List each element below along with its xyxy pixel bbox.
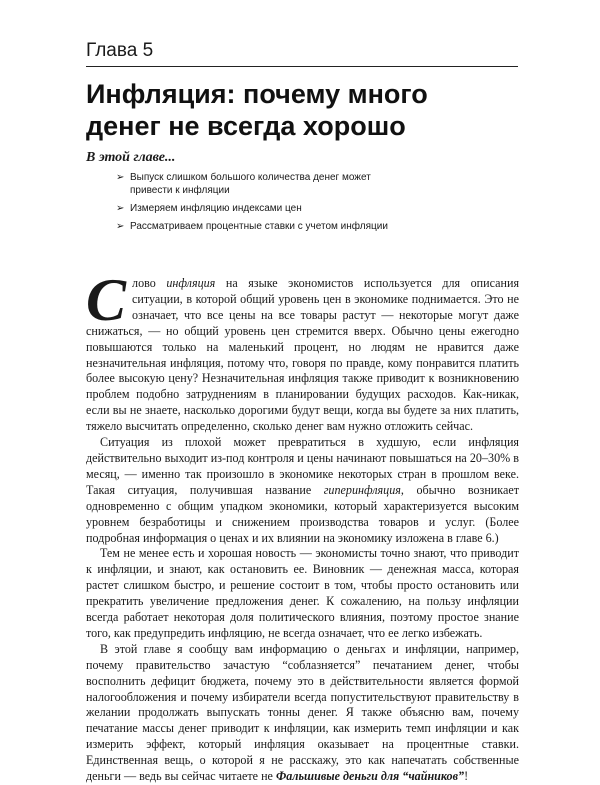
chapter-title [86,78,526,142]
paragraph [86,435,519,546]
paragraph-text: ! [464,769,469,784]
paragraph [86,642,519,785]
drop-cap: С [86,267,127,333]
arrow-bullet-icon: ➢ [116,172,125,183]
chapter-contents-list [116,171,416,238]
list-item [116,202,416,215]
book-title: Фальшивые деньги для “чайников” [275,769,465,784]
paragraph-text: лово [132,276,167,290]
paragraph-text: Ситуация из плохой может превратиться в худшую, если инфляция действительно выходит из-под контроля и цены начинают повышаться на 20–30% в месяц, — именно так произошло в экономике некоторых стран в прошлом веке. Такая ситуация, получившая название [86,435,519,497]
chapter-title-line-2: денег не всегда хорошо [86,111,406,141]
term-inflation: инфляция [166,276,216,290]
paragraph-text: В этой главе я сообщу вам информацию о деньгах и инфляции, например, почему правительство зачастую “соблазняется” печатанием денег, чтобы восполнить дефицит бюджета, почему это в действительности является формой налогообложения и почему избиратели всегда попустительствуют правительству в желании продолжать выпускать тонны денег. Я также объясню вам, почему печатание массы денег приводит к инфляции, как измерить темп инфляции и как измерить эффект, который инфляция оказывает на процентные ставки. Единственная вещь, о которой я не расскажу, это как напечатать собственные деньги — ведь вы сейчас читаете не [86,641,519,784]
list-item [116,171,416,197]
list-item-text: Выпуск слишком большого количества денег может привести к инфляции [130,172,371,196]
arrow-bullet-icon: ➢ [116,221,125,232]
paragraph-text: на языке экономистов используется для описания ситуации, в которой общий уровень цен в экономике поднимается. Это не означает, что все цены на все товары растут — некоторые могут даже снижаться, — но общий уровень цен стремится вверх. Обычно цены ежегодно повышаются только на маленький процент, но людям не нравится даже незначительная инфляция, потому что, говоря по правде, кому понравится платить более высокую цену? Незначительная инфляция также приводит к возникновению проблем подобно затруднениям в планировании будущих расходов. Как-никак, если вы не знаете, насколько дорогими будут вещи, когда вы будете за них платить, тяжело высчитать определенно, сколько денег вам нужно отложить сейчас. [86,276,520,434]
chapter-body [86,267,520,785]
chapter-divider [86,66,518,67]
list-item-text: Рассматриваем процентные ставки с учетом инфляции [130,221,388,232]
list-item-text: Измеряем инфляцию индексами цен [130,203,302,214]
paragraph: Тем не менее есть и хорошая новость — экономисты точно знают, что приводит к инфляции, и знают, как остановить ее. Виновник — денежная масса, которая растет слишком быстро, и решение состоит в том, чтобы просто остановить или прекратить увеличение предложения денег. К сожалению, на пользу инфляции всегда работает некоторая доля политического влияния, поэтому простое знание того, как предупредить инфляцию, не всегда означает, что ее легко избежать. [86,546,519,640]
list-item [116,220,416,233]
arrow-bullet-icon: ➢ [116,203,125,214]
chapter-number: Глава 5 [86,40,154,61]
chapter-title-line-1: Инфляция: почему много [86,79,428,109]
paragraph [86,267,520,435]
term-hyperinflation: гиперинфляция [323,482,401,497]
in-this-chapter-heading: В этой главе... [86,150,176,165]
paragraph-text: , обычно возникает одновременно с общим упадком экономики, который характеризуется высоким уровнем безработицы и снижением производства товаров и услуг. (Более подробная информация о ценах и их влиянии на экономику изложена в главе 6.) [86,482,519,545]
